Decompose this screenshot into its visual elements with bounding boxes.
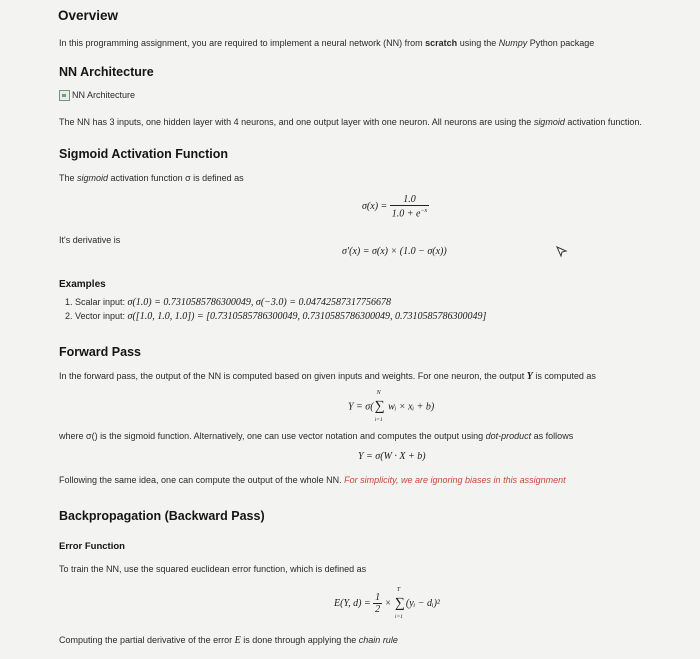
forward-sum-bottom: i=1 <box>374 417 383 423</box>
overview-heading: Overview <box>58 8 119 23</box>
architecture-text-italic: sigmoid <box>533 117 565 127</box>
overview-text-after: Python package <box>527 38 595 48</box>
sigmoid-intro-after: activation function σ is defined as <box>108 173 244 183</box>
forward-following-before: Following the same idea, one can compute the output of the whole NN. <box>59 475 345 485</box>
error-fraction-denominator: 2 <box>375 604 381 615</box>
sigmoid-intro <box>59 173 244 183</box>
example-item-1 <box>65 297 391 308</box>
example-item-2 <box>65 311 486 322</box>
overview-text-before: In this programming assignment, you are required to implement a neural network (NN) from <box>59 38 426 48</box>
examples-heading: Examples <box>59 279 106 290</box>
example-item-2-math: σ([1.0, 1.0, 1.0]) = [0.7310585786300049, 0.7310585786300049, 0.7310585786300049] <box>127 311 487 322</box>
sigmoid-den-exponent: −x <box>420 208 428 214</box>
sigmoid-formula-lhs: σ(x) = <box>362 201 390 213</box>
error-intro: To train the NN, use the squared euclidean error function, which is defined as <box>59 564 367 574</box>
derivative-formula: σ′(x) = σ(x) × (1.0 − σ(x)) <box>342 246 447 257</box>
error-sum-top: T <box>396 586 401 593</box>
architecture-image-alt: NN Architecture <box>72 90 136 100</box>
forward-sum-symbol: ∑ N i=1 <box>374 390 385 423</box>
forward-intro-before: In the forward pass, the output of the NN is computed based on given inputs and weights. For one neuron, the output <box>59 371 527 381</box>
forward-following <box>59 475 566 485</box>
forward-where-after: as follows <box>531 431 574 441</box>
architecture-paragraph <box>59 117 642 127</box>
vector-formula: Y = σ(W · X + b) <box>358 451 426 462</box>
partial-text-italic: chain rule <box>358 635 398 645</box>
overview-text-mid: using the <box>457 38 499 48</box>
forward-formula-lhs: Y = σ( <box>348 401 374 413</box>
example-item-1-label: 1. Scalar input: <box>65 297 128 307</box>
mouse-cursor-icon <box>556 246 568 258</box>
forward-intro <box>59 371 596 382</box>
architecture-image <box>59 90 135 101</box>
error-formula-lhs: E(Y, d) = <box>334 598 374 609</box>
sigmoid-fraction-denominator <box>390 206 429 219</box>
sigmoid-heading: Sigmoid Activation Function <box>59 147 228 161</box>
example-item-2-label: 2. Vector input: <box>65 311 128 321</box>
sigmoid-intro-italic: sigmoid <box>77 173 109 183</box>
overview-paragraph <box>59 38 594 48</box>
forward-where <box>59 431 573 441</box>
architecture-text-before: The NN has 3 inputs, one hidden layer with 4 neurons, and one output layer with one neuron. All neurons are using the <box>59 117 534 127</box>
partial-text-mid: is done through applying the <box>240 635 359 645</box>
derivative-intro: It's derivative is <box>59 235 121 245</box>
forward-heading: Forward Pass <box>59 345 141 359</box>
error-formula-body: (yᵢ − dᵢ)² <box>405 598 440 609</box>
backprop-heading: Backpropagation (Backward Pass) <box>59 509 265 523</box>
architecture-heading: NN Architecture <box>59 65 154 79</box>
sigmoid-fraction <box>390 194 429 219</box>
forward-formula-body: wᵢ × xᵢ + b) <box>385 401 435 413</box>
broken-image-icon <box>59 90 70 101</box>
partial-text-before: Computing the partial derivative of the error <box>59 635 235 645</box>
error-fraction-numerator: 1 <box>375 592 381 603</box>
sigmoid-den-text: 1.0 + e <box>391 208 421 220</box>
forward-intro-var: Y <box>526 371 533 382</box>
error-formula <box>334 586 440 620</box>
forward-where-before: where σ() is the sigmoid function. Alternatively, one can use vector notation and computes the output using <box>59 431 486 441</box>
sigmoid-formula <box>362 194 429 219</box>
sigmoid-fraction-numerator: 1.0 <box>390 194 429 206</box>
error-fraction <box>373 592 382 615</box>
overview-text-bold: scratch <box>425 38 458 48</box>
error-function-heading: Error Function <box>59 541 125 552</box>
partial-text-var: E <box>234 635 241 646</box>
error-sum-bottom: i=1 <box>394 613 403 620</box>
forward-formula <box>348 390 435 423</box>
overview-text-italic: Numpy <box>498 38 528 48</box>
forward-sum-top: N <box>376 390 381 396</box>
error-sum-symbol: ∑ T i=1 <box>394 586 405 620</box>
example-item-1-math: σ(1.0) = 0.7310585786300049, σ(−3.0) = 0.04742587317756678 <box>127 297 391 308</box>
forward-intro-after: is computed as <box>532 371 596 381</box>
forward-where-italic: dot-product <box>485 431 532 441</box>
sigmoid-intro-before: The <box>59 173 78 183</box>
architecture-text-after: activation function. <box>564 117 642 127</box>
error-times: × <box>382 598 394 609</box>
forward-following-note: For simplicity, we are ignoring biases in this assignment <box>344 475 566 485</box>
partial-derivative-text <box>59 635 398 646</box>
